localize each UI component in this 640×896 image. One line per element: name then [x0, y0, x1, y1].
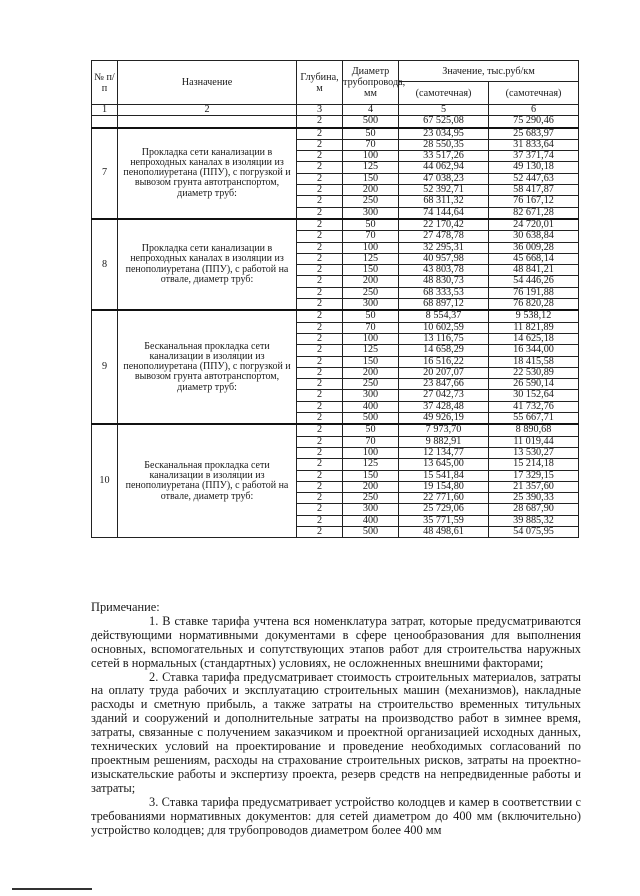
cell-depth: 2: [297, 515, 343, 526]
cell-depth: 2: [297, 413, 343, 425]
cell-diameter: 125: [343, 162, 399, 173]
header-diameter: Диаметр трубопровода, мм: [343, 61, 399, 105]
cell-value-col5: 37 428,48: [399, 401, 489, 412]
cell-diameter: 400: [343, 515, 399, 526]
cell-value-col6: 45 668,14: [489, 253, 579, 264]
cell-diameter: 250: [343, 287, 399, 298]
cell-value-col5: 15 541,84: [399, 470, 489, 481]
cell-diameter: 200: [343, 185, 399, 196]
cell-diameter: 100: [343, 333, 399, 344]
cell-value-col6: 39 885,32: [489, 515, 579, 526]
cell-diameter: 200: [343, 276, 399, 287]
cell-diameter: 50: [343, 128, 399, 140]
cell-depth: 2: [297, 207, 343, 219]
cell-value-col5: 47 038,23: [399, 173, 489, 184]
cell-value-col6: 8 890,68: [489, 424, 579, 436]
cell-value-col5: 48 498,61: [399, 526, 489, 537]
cell-diameter: 400: [343, 401, 399, 412]
cell-value-col5: 67 525,08: [399, 116, 489, 128]
note-item: 2. Ставка тарифа предусматривает стоимость строительных материалов, затраты на оплату труда рабочих и эксплуатацию строительных машин (механизмов), накладные расходы и сметную прибыль, а также затраты на строительство временных титульных зданий и сооружений и дополнительные затраты на производство работ в зимнее время, затраты, связанные с получением заказчиком и проектной организацией исходных данных, технических условий на проектирование и проведение необходимых согласований по проектным решениям, расходы на страхование строительных рисков, затраты на проектно-изыскательские работы и экспертизу проекта, резерв средств на непредвиденные работы и затраты;: [91, 669, 581, 795]
cell-name: Прокладка сети канализации в непроходных каналах в изоляции из пенополиуретана (ППУ), с погрузкой и вывозом грунта автотранспортом, диаметр труб:: [118, 128, 297, 219]
cell-num: 8: [92, 219, 118, 310]
cell-diameter: 300: [343, 207, 399, 219]
table-row: [92, 424, 579, 436]
cell-value-col5: 22 771,60: [399, 493, 489, 504]
cell-depth: 2: [297, 265, 343, 276]
cell-value-col6: 52 447,63: [489, 173, 579, 184]
column-number: 5: [399, 105, 489, 116]
column-number: 3: [297, 105, 343, 116]
cell-diameter: 50: [343, 310, 399, 322]
column-number: 4: [343, 105, 399, 116]
cell-diameter: 125: [343, 345, 399, 356]
cell-depth: 2: [297, 526, 343, 537]
cell-diameter: 70: [343, 231, 399, 242]
cell-diameter: 500: [343, 526, 399, 537]
cell-value-col5: 74 144,64: [399, 207, 489, 219]
cell-diameter: 70: [343, 139, 399, 150]
cell-diameter: 200: [343, 367, 399, 378]
cell-value-col6: 24 720,01: [489, 219, 579, 231]
cell-diameter: 70: [343, 322, 399, 333]
cell-diameter: 150: [343, 173, 399, 184]
cell-value-col6: 9 538,12: [489, 310, 579, 322]
cell-depth: 2: [297, 310, 343, 322]
cell-value-col5: 68 897,12: [399, 299, 489, 311]
cell-depth: 2: [297, 345, 343, 356]
cell-depth: 2: [297, 401, 343, 412]
cell-diameter: 300: [343, 504, 399, 515]
cell-diameter: 150: [343, 265, 399, 276]
cell-value-col6: 36 009,28: [489, 242, 579, 253]
cell-diameter: 125: [343, 459, 399, 470]
cell-value-col6: 82 671,28: [489, 207, 579, 219]
cell-value-col6: 15 214,18: [489, 459, 579, 470]
cell-diameter: 125: [343, 253, 399, 264]
cell-value-col5: 32 295,31: [399, 242, 489, 253]
cell-value-col6: 37 371,74: [489, 151, 579, 162]
cell-depth: 2: [297, 219, 343, 231]
cell-value-col5: 48 830,73: [399, 276, 489, 287]
cell-value-col5: 35 771,59: [399, 515, 489, 526]
cell-value-col6: 30 638,84: [489, 231, 579, 242]
cell-value-col6: 48 841,21: [489, 265, 579, 276]
cell-diameter: 250: [343, 493, 399, 504]
cell-value-col5: 23 847,66: [399, 379, 489, 390]
cell-depth: 2: [297, 231, 343, 242]
cell-value-col5: 13 116,75: [399, 333, 489, 344]
note-item: 1. В ставке тарифа учтена вся номенклатура затрат, которые предусматриваются действующими нормативными документами в сфере ценообразования для выполнения основных, вспомогательных и сопутствующих этапов работ для строительства наружных сетей в нормальных (стандартных) условиях, не осложненных внешними факторами;: [91, 613, 581, 670]
cell-value-col6: 21 357,60: [489, 481, 579, 492]
header-value-col6: (самотечная): [489, 82, 579, 105]
cell-value-col5: 12 134,77: [399, 447, 489, 458]
cell-num: 9: [92, 310, 118, 424]
tariff-table: [91, 60, 579, 538]
cell-value-col5: 8 554,37: [399, 310, 489, 322]
cell-value-col6: 17 329,15: [489, 470, 579, 481]
cell-depth: 2: [297, 196, 343, 207]
cell-value-col5: 44 062,94: [399, 162, 489, 173]
cell-depth: 2: [297, 287, 343, 298]
cell-value-col5: 27 042,73: [399, 390, 489, 401]
cell-value-col5: 10 602,59: [399, 322, 489, 333]
cell-depth: 2: [297, 116, 343, 128]
cell-num: [92, 116, 118, 128]
cell-depth: 2: [297, 367, 343, 378]
column-number: 1: [92, 105, 118, 116]
cell-diameter: 100: [343, 242, 399, 253]
cell-value-col5: 40 957,98: [399, 253, 489, 264]
column-number: 2: [118, 105, 297, 116]
header-name: Назначение: [118, 61, 297, 105]
cell-depth: 2: [297, 162, 343, 173]
cell-depth: 2: [297, 481, 343, 492]
cell-diameter: 500: [343, 413, 399, 425]
cell-name: Прокладка сети канализации в непроходных каналах в изоляции из пенополиуретана (ППУ), с работой на отвале, диаметр труб:: [118, 219, 297, 310]
notes-title: Примечание:: [91, 600, 160, 614]
header-value-group: Значение, тыс.руб/км: [399, 61, 579, 82]
cell-depth: 2: [297, 379, 343, 390]
cell-value-col5: 22 170,42: [399, 219, 489, 231]
column-number-row: [92, 105, 579, 116]
cell-depth: 2: [297, 151, 343, 162]
table-row: [92, 219, 579, 231]
cell-num: 7: [92, 128, 118, 219]
cell-value-col5: 68 333,53: [399, 287, 489, 298]
cell-diameter: 100: [343, 151, 399, 162]
cell-value-col6: 49 130,18: [489, 162, 579, 173]
cell-diameter: 250: [343, 196, 399, 207]
cell-depth: 2: [297, 390, 343, 401]
cell-depth: 2: [297, 470, 343, 481]
cell-name: [118, 116, 297, 128]
cell-value-col5: 9 882,91: [399, 436, 489, 447]
cell-value-col6: 76 167,12: [489, 196, 579, 207]
cell-value-col5: 25 729,06: [399, 504, 489, 515]
cell-value-col6: 11 019,44: [489, 436, 579, 447]
cell-value-col5: 16 516,22: [399, 356, 489, 367]
cell-value-col6: 76 820,28: [489, 299, 579, 311]
cell-value-col5: 33 517,26: [399, 151, 489, 162]
cell-depth: 2: [297, 333, 343, 344]
cell-depth: 2: [297, 139, 343, 150]
cell-depth: 2: [297, 173, 343, 184]
cell-diameter: 300: [343, 390, 399, 401]
cell-value-col6: 41 732,76: [489, 401, 579, 412]
cell-value-col6: 28 687,90: [489, 504, 579, 515]
cell-depth: 2: [297, 253, 343, 264]
cell-depth: 2: [297, 436, 343, 447]
cell-value-col6: 76 191,88: [489, 287, 579, 298]
header-depth: Глубина, м: [297, 61, 343, 105]
note-item: 3. Ставка тарифа предусматривает устройство колодцев и камер в соответствии с требованиями нормативных документов: для сетей диаметром до 400 мм (включительно) устройство колодцев; для трубопроводов диаметром более 400 мм: [91, 794, 581, 837]
cell-value-col6: 55 667,71: [489, 413, 579, 425]
cell-depth: 2: [297, 493, 343, 504]
cell-diameter: 150: [343, 470, 399, 481]
cell-depth: 2: [297, 459, 343, 470]
cell-value-col6: 14 625,18: [489, 333, 579, 344]
cell-diameter: 50: [343, 424, 399, 436]
footnote-separator-line: [12, 888, 92, 890]
cell-value-col5: 13 645,00: [399, 459, 489, 470]
cell-num: 10: [92, 424, 118, 537]
cell-value-col6: 54 446,26: [489, 276, 579, 287]
cell-value-col6: 25 390,33: [489, 493, 579, 504]
cell-value-col6: 25 683,97: [489, 128, 579, 140]
table-row: [92, 128, 579, 140]
cell-depth: 2: [297, 185, 343, 196]
table-row: [92, 310, 579, 322]
cell-value-col5: 19 154,80: [399, 481, 489, 492]
cell-value-col5: 7 973,70: [399, 424, 489, 436]
cell-value-col5: 43 803,78: [399, 265, 489, 276]
cell-depth: 2: [297, 128, 343, 140]
cell-value-col5: 23 034,95: [399, 128, 489, 140]
cell-depth: 2: [297, 356, 343, 367]
cell-value-col6: 30 152,64: [489, 390, 579, 401]
cell-diameter: 300: [343, 299, 399, 311]
cell-value-col6: 58 417,87: [489, 185, 579, 196]
header-value-col5: (самотечная): [399, 82, 489, 105]
cell-depth: 2: [297, 424, 343, 436]
cell-depth: 2: [297, 447, 343, 458]
cell-depth: 2: [297, 276, 343, 287]
cell-name: Бесканальная прокладка сети канализации в изоляции из пенополиуретана (ППУ), с работой на отвале, диаметр труб:: [118, 424, 297, 537]
cell-name: Бесканальная прокладка сети канализации в изоляции из пенополиуретана (ППУ), с погрузкой и вывозом грунта автотранспортом, диаметр труб:: [118, 310, 297, 424]
cell-value-col5: 27 478,78: [399, 231, 489, 242]
cell-value-col6: 11 821,89: [489, 322, 579, 333]
table-row: [92, 116, 579, 128]
cell-value-col5: 28 550,35: [399, 139, 489, 150]
cell-depth: 2: [297, 504, 343, 515]
cell-diameter: 70: [343, 436, 399, 447]
cell-depth: 2: [297, 322, 343, 333]
cell-value-col5: 68 311,32: [399, 196, 489, 207]
table-body: [92, 105, 579, 538]
cell-depth: 2: [297, 299, 343, 311]
cell-value-col6: 54 075,95: [489, 526, 579, 537]
cell-value-col5: 52 392,71: [399, 185, 489, 196]
cell-diameter: 100: [343, 447, 399, 458]
cell-value-col6: 75 290,46: [489, 116, 579, 128]
cell-value-col5: 49 926,19: [399, 413, 489, 425]
cell-diameter: 150: [343, 356, 399, 367]
cell-diameter: 500: [343, 116, 399, 128]
cell-diameter: 200: [343, 481, 399, 492]
notes-section: [91, 601, 581, 837]
cell-diameter: 250: [343, 379, 399, 390]
cell-value-col5: 20 207,07: [399, 367, 489, 378]
cell-value-col5: 14 658,29: [399, 345, 489, 356]
header-num: № п/п: [92, 61, 118, 105]
cell-value-col6: 26 590,14: [489, 379, 579, 390]
cell-value-col6: 16 344,00: [489, 345, 579, 356]
cell-value-col6: 13 530,27: [489, 447, 579, 458]
cell-diameter: 50: [343, 219, 399, 231]
cell-value-col6: 18 415,58: [489, 356, 579, 367]
cell-value-col6: 31 833,64: [489, 139, 579, 150]
cell-depth: 2: [297, 242, 343, 253]
column-number: 6: [489, 105, 579, 116]
cell-value-col6: 22 530,89: [489, 367, 579, 378]
